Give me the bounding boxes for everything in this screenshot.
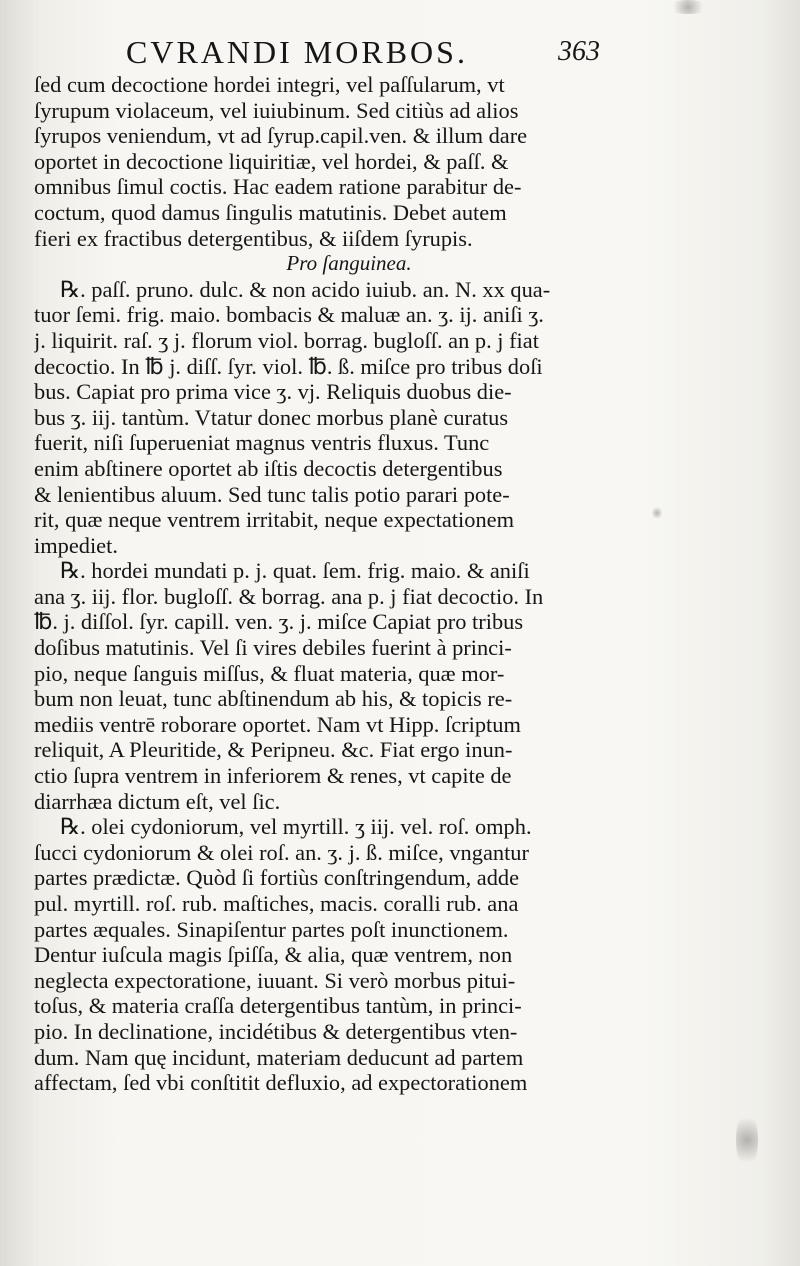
text-line: Dentur iuſcula magis ſpiſſa, & alia, quæ ventrem, non bbox=[34, 942, 513, 968]
text-line: affectam, ſed vbi conſtitit defluxio, ad expectorationem bbox=[34, 1070, 528, 1096]
text-line: ſyrupum violaceum, vel iuiubinum. Sed citiùs ad alios bbox=[34, 97, 519, 123]
text-line: oportet in decoctione liquiritiæ, vel hordei, & paſſ. & bbox=[34, 148, 509, 174]
text-line: rit, quæ neque ventrem irritabit, neque expectationem bbox=[34, 507, 514, 533]
ink-smudge bbox=[652, 506, 662, 520]
text-line: ſed cum decoctione hordei integri, vel paſſularum, vt bbox=[34, 72, 505, 97]
text-line: ℔. j. diſſol. ſyr. capill. ven. ʒ. j. miſce Capiat pro tribus bbox=[34, 609, 524, 635]
text-line: toſus, & materia craſſa detergentibus tantùm, in princi- bbox=[34, 993, 522, 1019]
recipe-line: ℞. paſſ. pruno. dulc. & non acido iuiub. an. N. xx qua- bbox=[60, 276, 551, 302]
text-line: diarrhæa dictum eſt, vel ſic. bbox=[34, 788, 281, 814]
text-line: dum. Nam quę incidunt, materiam deducunt ad partem bbox=[34, 1044, 524, 1070]
body-text bbox=[34, 72, 624, 1096]
text-line: bum non leuat, tunc abſtinendum ab his, & topicis re- bbox=[34, 686, 513, 712]
text-line: partes æquales. Sinapiſentur partes poſt inunctionem. bbox=[34, 916, 509, 942]
text-line: doſibus matutinis. Vel ſi vires debiles fuerint à princi- bbox=[34, 635, 512, 661]
text-line: fuerit, niſi ſuperueniat magnus ventris fluxus. Tunc bbox=[34, 430, 490, 456]
section-subheading: Pro ſanguinea. bbox=[286, 251, 412, 276]
text-line: ana ʒ. iij. flor. bugloſſ. & borrag. ana p. j fiat decoctio. In bbox=[34, 583, 544, 609]
text-line: ſyrupos veniendum, vt ad ſyrup.capil.ven. & illum dare bbox=[34, 123, 528, 149]
text-line: neglecta expectoratione, iuuant. Si verò morbus pitui- bbox=[34, 967, 516, 993]
text-line: coctum, quod damus ſingulis matutinis. Debet autem bbox=[34, 199, 507, 225]
text-line: ſucci cydoniorum & olei roſ. an. ʒ. j. ß. miſce, vngantur bbox=[34, 839, 529, 865]
text-line: j. liquirit. raſ. ʒ j. florum viol. borrag. bugloſſ. an p. j fiat bbox=[34, 327, 539, 353]
recipe-line: ℞. olei cydoniorum, vel myrtill. ʒ iij. vel. roſ. omph. bbox=[60, 814, 532, 840]
text-line: fieri ex fractibus detergentibus, & iiſdem ſyrupis. bbox=[34, 225, 473, 251]
text-line: tuor ſemi. frig. maio. bombacis & maluæ an. ʒ. ij. aniſi ʒ. bbox=[34, 302, 544, 328]
page-header bbox=[0, 28, 800, 74]
text-line: bus. Capiat pro prima vice ʒ. vj. Reliquis duobus die- bbox=[34, 379, 512, 405]
ink-smudge bbox=[668, 0, 708, 14]
text-line: partes prædictæ. Quòd ſi fortiùs conſtringendum, adde bbox=[34, 865, 520, 891]
recipe-line: ℞. hordei mundati p. j. quat. ſem. frig. maio. & aniſi bbox=[60, 558, 530, 584]
text-line: reliquit, A Pleuritide, & Peripneu. &c. Fiat ergo inun- bbox=[34, 737, 513, 763]
text-line: pio. In declinatione, incidétibus & detergentibus vten- bbox=[34, 1018, 518, 1044]
text-line: & lenientibus aluum. Sed tunc talis potio parari pote- bbox=[34, 481, 510, 507]
text-line: impediet. bbox=[34, 532, 118, 558]
text-line: bus ʒ. iij. tantùm. Vtatur donec morbus planè curatus bbox=[34, 404, 509, 430]
page-number: 363 bbox=[558, 36, 600, 67]
text-line: pul. myrtill. roſ. rub. maſtiches, macis. coralli rub. ana bbox=[34, 891, 519, 916]
text-line: enim abſtinere oportet ab iſtis decoctis detergentibus bbox=[34, 455, 503, 481]
ink-smudge bbox=[736, 1110, 758, 1170]
text-line: decoctio. In ℔ j. diſſ. ſyr. viol. ℔. ß. miſce pro tribus doſi bbox=[34, 353, 543, 379]
text-line: mediis ventrē roborare oportet. Nam vt Hipp. ſcriptum bbox=[34, 711, 521, 737]
text-line: pio, neque ſanguis miſſus, & fluat materia, quæ mor- bbox=[34, 660, 505, 686]
text-line: ctio ſupra ventrem in inferiorem & renes, vt capite de bbox=[34, 763, 512, 789]
text-line: omnibus ſimul coctis. Hac eadem ratione parabitur de- bbox=[34, 174, 522, 200]
running-head: CVRANDI MORBOS. bbox=[126, 34, 468, 70]
